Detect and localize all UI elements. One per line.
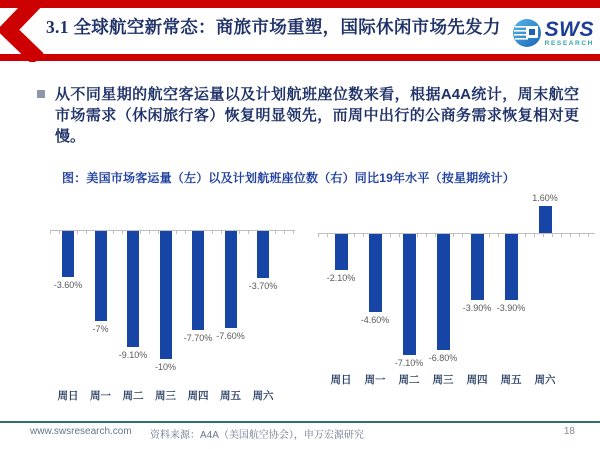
- bar-value-label: -10%: [154, 362, 176, 372]
- category-label: 周四: [187, 390, 209, 402]
- bar-value-label: -3.70%: [248, 281, 278, 292]
- bar-周三: [437, 234, 450, 350]
- source-note: 资料来源：A4A（美国航空协会），申万宏源研究: [150, 430, 364, 441]
- bar-value-label: -6.80%: [428, 352, 458, 363]
- bar-周六: [257, 231, 269, 278]
- sws-logo: [511, 17, 594, 49]
- category-label: 周六: [252, 390, 274, 402]
- chart-title: 图：美国市场客运量（左）以及计划航班座位数（右）同比19年水平（按星期统计）: [62, 171, 515, 185]
- sws-globe-icon: [511, 17, 543, 49]
- category-label: 周日: [330, 374, 352, 386]
- bar-value-label: -7.60%: [216, 331, 245, 342]
- bar-周一: [95, 231, 107, 321]
- category-label: 周一: [90, 390, 111, 402]
- category-label: 周日: [57, 390, 79, 402]
- logo-sws-text: SWS: [544, 17, 594, 41]
- category-label: 周二: [398, 374, 420, 386]
- page-title: 3.1 全球航空新常态：商旅市场重塑，国际休闲市场先发力: [46, 17, 501, 37]
- bar-value-label: -3.90%: [496, 303, 526, 314]
- category-label: 周二: [122, 390, 144, 402]
- category-label: 周五: [220, 390, 241, 402]
- bar-周二: [403, 234, 416, 355]
- bar-value-label: -4.60%: [360, 315, 390, 326]
- chart-passenger-volume: [50, 195, 295, 410]
- top-red-band: [0, 0, 600, 8]
- bar-value-label: -9.10%: [118, 350, 148, 361]
- category-label: 周五: [500, 374, 522, 386]
- body-text: 从不同星期的航空客运量以及计划航班座位数来看，根据A4A统计，周末航空市场需求（休闲旅行客）恢复明显领先，而周中出行的公商务需求恢复相对更慢。: [55, 86, 579, 145]
- bar-周四: [471, 234, 484, 300]
- page-number: 18: [563, 426, 575, 437]
- category-label: 周四: [466, 374, 488, 386]
- bar-value-label: 1.60%: [532, 192, 558, 203]
- header-divider: [0, 54, 600, 61]
- bar-value-label: -3.90%: [462, 303, 492, 314]
- bar-周六: [539, 206, 552, 233]
- bar-周日: [62, 231, 74, 277]
- logo-research-text: RESEARCH: [544, 39, 594, 47]
- bar-周五: [505, 234, 518, 300]
- bar-value-label: -7.70%: [183, 332, 213, 343]
- website-link[interactable]: www.swsresearch.com: [30, 426, 132, 437]
- bar-周一: [369, 234, 382, 312]
- bar-周五: [225, 231, 237, 328]
- bar-周四: [192, 231, 204, 330]
- bar-value-label: -3.60%: [53, 280, 83, 291]
- category-label: 周三: [155, 390, 176, 402]
- category-label: 周六: [534, 374, 556, 386]
- bullet-marker: [37, 90, 45, 98]
- bar-value-label: -7.10%: [394, 357, 424, 368]
- bar-value-label: -2.10%: [326, 272, 356, 283]
- bar-value-label: -7%: [92, 323, 109, 334]
- bar-周二: [127, 231, 139, 347]
- bar-周日: [335, 234, 348, 270]
- category-label: 周三: [432, 374, 454, 386]
- category-label: 周一: [364, 374, 386, 386]
- chart-scheduled-seats: [318, 192, 595, 410]
- footer-divider: [0, 421, 600, 423]
- x-axis-ticks: [318, 234, 595, 237]
